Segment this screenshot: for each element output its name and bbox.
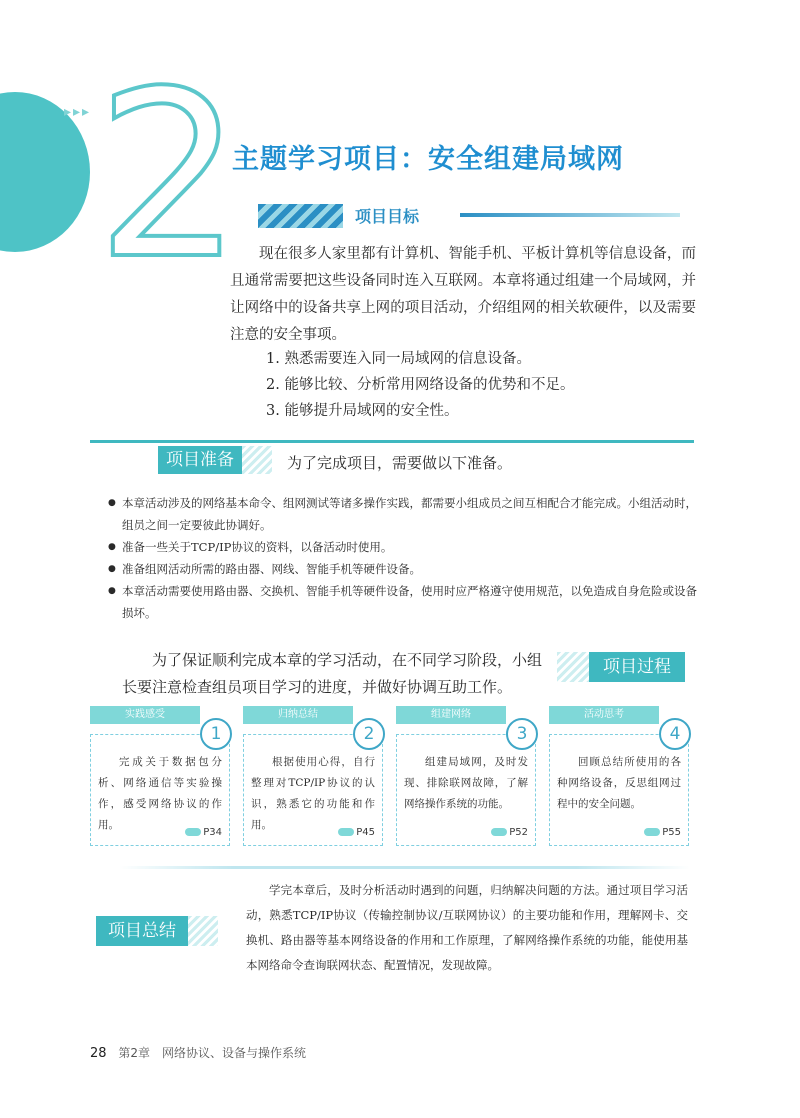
step-text: 回顾总结所使用的各种网络设备，反思组网过程中的安全问题。 bbox=[557, 756, 681, 810]
goals-heading-band bbox=[258, 204, 343, 228]
page-number: 28 bbox=[90, 1046, 107, 1061]
summary-divider bbox=[120, 866, 690, 869]
process-intro: 为了保证顺利完成本章的学习活动，在不同学习阶段，小组长要注意检查组员项目学习的进度，并做好协调互助工作。 bbox=[122, 651, 543, 696]
goals-heading: 项目目标 bbox=[355, 207, 420, 226]
goal-item: 1. 熟悉需要连入同一局域网的信息设备。 bbox=[266, 351, 531, 367]
preparation-item: ● 准备组网活动所需的路由器、网线、智能手机等硬件设备。 bbox=[108, 558, 700, 580]
process-stripes bbox=[557, 652, 589, 682]
step-number: 3 bbox=[506, 718, 538, 750]
preparation-heading: 项目准备 bbox=[158, 446, 242, 474]
chapter-number: 2 bbox=[96, 43, 243, 310]
preparation-list bbox=[108, 492, 700, 624]
chapter-title: 主题学习项目：安全组建局域网 bbox=[232, 144, 624, 175]
process-step-2 bbox=[243, 706, 387, 846]
process-step-1 bbox=[90, 706, 234, 846]
goal-item: 3. 能够提升局域网的安全性。 bbox=[266, 403, 459, 419]
page-footer bbox=[90, 1044, 306, 1061]
step-page-ref: P52 bbox=[491, 827, 528, 838]
step-heading: 归纳总结 bbox=[243, 706, 353, 724]
goal-item: 2. 能够比较、分析常用网络设备的优势和不足。 bbox=[266, 377, 575, 393]
step-text: 根据使用心得，自行整理对TCP/IP协议的认识，熟悉它的功能和作用。 bbox=[251, 756, 375, 831]
process-heading: 项目过程 bbox=[589, 652, 685, 682]
preparation-intro: 为了完成项目，需要做以下准备。 bbox=[287, 454, 513, 472]
preparation-divider bbox=[90, 440, 694, 443]
step-text: 完成关于数据包分析、网络通信等实验操作，感受网络协议的作用。 bbox=[98, 756, 222, 831]
summary-heading: 项目总结 bbox=[96, 916, 188, 946]
step-page-ref: P34 bbox=[185, 827, 222, 838]
goals-heading-line bbox=[460, 213, 680, 217]
summary-text: 学完本章后，及时分析活动时遇到的问题，归纳解决问题的方法。通过项目学习活动，熟悉TCP/IP协议（传输控制协议/互联网协议）的主要功能和作用，理解网卡、交换机、路由器等基本网络设备的作用和工作原理，了解网络操作系统的功能，能使用基本网络命令查询联网状态、配置情况，发现故障。 bbox=[246, 883, 688, 972]
step-number: 4 bbox=[659, 718, 691, 750]
summary-stripes bbox=[188, 916, 218, 946]
step-number: 1 bbox=[200, 718, 232, 750]
preparation-item: ● 本章活动涉及的网络基本命令、组网测试等诸多操作实践，都需要小组成员之间互相配合才能完成。小组活动时，组员之间一定要彼此协调好。 bbox=[108, 492, 700, 536]
footer-chapter-text: 第2章 网络协议、设备与操作系统 bbox=[118, 1046, 307, 1060]
goals-paragraph: 现在很多人家里都有计算机、智能手机、平板计算机等信息设备，而且通常需要把这些设备同时连入互联网。本章将通过组建一个局域网，并让网络中的设备共享上网的项目活动，介绍组网的相关软硬件，以及需要注意的安全事项。 bbox=[230, 246, 696, 343]
step-text: 组建局域网，及时发现、排除联网故障，了解网络操作系统的功能。 bbox=[404, 756, 528, 810]
goals-list bbox=[266, 346, 574, 424]
process-step-4 bbox=[549, 706, 693, 846]
step-heading: 活动思考 bbox=[549, 706, 659, 724]
step-heading: 实践感受 bbox=[90, 706, 200, 724]
preparation-stripes bbox=[242, 446, 272, 474]
step-page-ref: P55 bbox=[644, 827, 681, 838]
preparation-item: ● 准备一些关于TCP/IP协议的资料，以备活动时使用。 bbox=[108, 536, 700, 558]
preparation-item: ● 本章活动需要使用路由器、交换机、智能手机等硬件设备，使用时应严格遵守使用规范，以免造成自身危险或设备损坏。 bbox=[108, 580, 700, 624]
step-number: 2 bbox=[353, 718, 385, 750]
chapter-arrows-icon: ▸▸▸ bbox=[64, 104, 92, 120]
step-page-ref: P45 bbox=[338, 827, 375, 838]
process-step-3 bbox=[396, 706, 540, 846]
step-heading: 组建网络 bbox=[396, 706, 506, 724]
